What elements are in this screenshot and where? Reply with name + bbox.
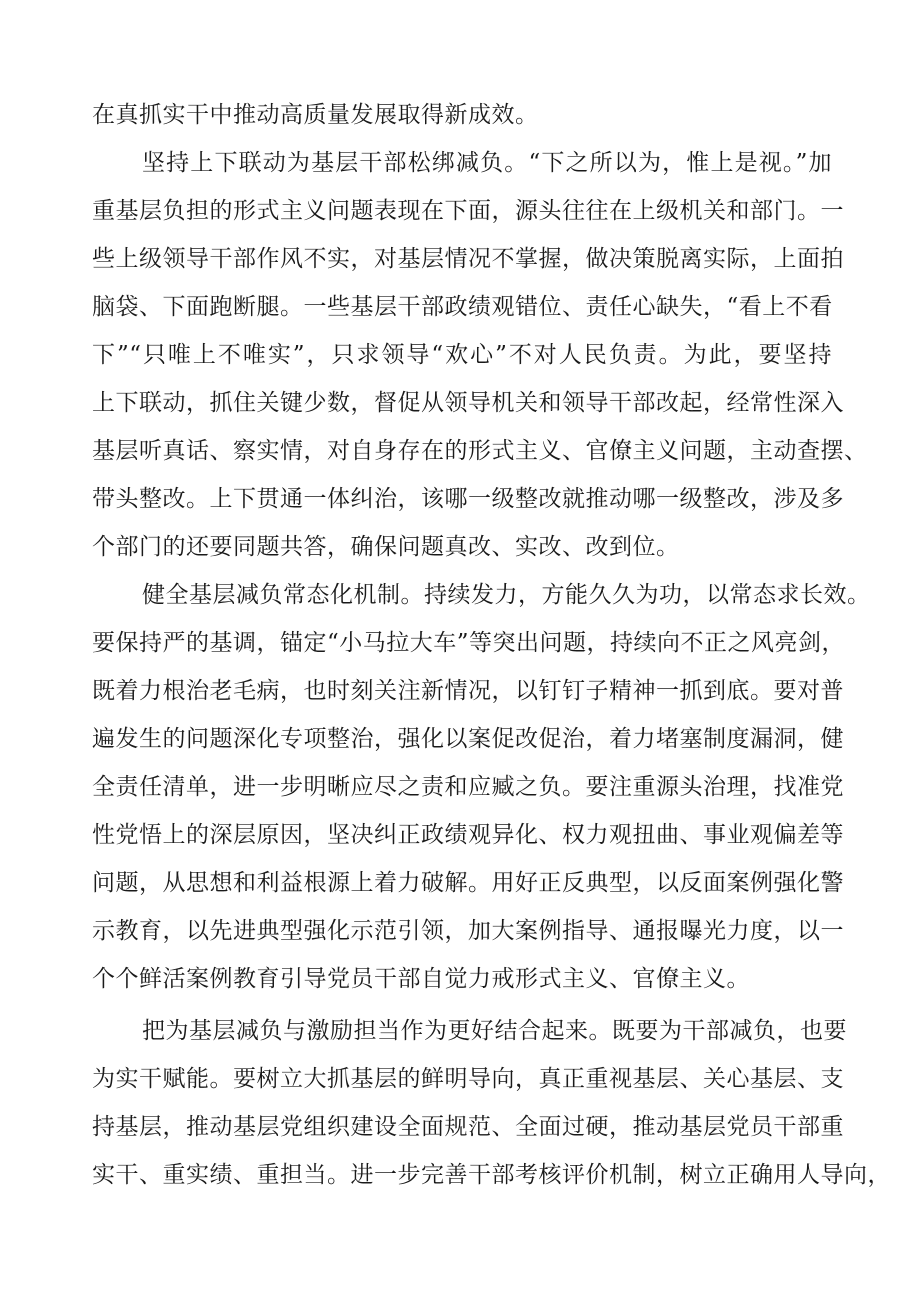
text-line: 全责任清单，进一步明晰应尽之责和应臧之负。要注重源头治理，找准党 bbox=[92, 774, 844, 800]
text-line: 基层听真话、察实情，对自身存在的形式主义、官僚主义问题，主动查摆、 bbox=[92, 438, 868, 464]
text-line: 性党悟上的深层原因，坚决纠正政绩观异化、权力观扭曲、事业观偏差等 bbox=[92, 822, 844, 848]
text-line: 个个鲜活案例教育引导党员干部自觉力戒形式主义、官僚主义。 bbox=[92, 966, 750, 992]
text-line: 要保持严的基调，锚定“小马拉大车”等突出问题，持续向不正之风亮剑， bbox=[92, 630, 846, 656]
text-line: 下”“只唯上不唯实”，只求领导“欢心”不对人民负责。为此，要坚持 bbox=[92, 342, 832, 368]
text-line: 在真抓实干中推动高质量发展取得新成效。 bbox=[92, 102, 539, 128]
text-line: 个部门的还要同题共答，确保问题真改、实改、改到位。 bbox=[92, 534, 680, 560]
text-line: 带头整改。上下贯通一体纠治，该哪一级整改就推动哪一级整改，涉及多 bbox=[92, 486, 844, 512]
text-line: 些上级领导干部作风不实，对基层情况不掌握，做决策脱离实际，上面拍 bbox=[92, 246, 844, 272]
text-line: 实干、重实绩、重担当。进一步完善干部考核评价机制，树立正确用人导向， bbox=[92, 1162, 891, 1188]
text-line: 上下联动，抓住关键少数，督促从领导机关和领导干部改起，经常性深入 bbox=[92, 390, 844, 416]
text-line: 示教育，以先进典型强化示范引领，加大案例指导、通报曝光力度，以一 bbox=[92, 918, 844, 944]
text-line: 问题，从思想和利益根源上着力破解。用好正反典型，以反面案例强化警 bbox=[92, 870, 844, 896]
paragraph-first-line: 坚持上下联动为基层干部松绑减负。“下之所以为，惟上是视。”加 bbox=[142, 150, 832, 176]
paragraph-first-line: 把为基层减负与激励担当作为更好结合起来。既要为干部减负，也要 bbox=[142, 1018, 847, 1044]
text-line: 为实干赋能。要树立大抓基层的鲜明导向，真正重视基层、关心基层、支 bbox=[92, 1066, 844, 1092]
text-line: 持基层，推动基层党组织建设全面规范、全面过硬，推动基层党员干部重 bbox=[92, 1114, 844, 1140]
paragraph-first-line: 健全基层减负常态化机制。持续发力，方能久久为功，以常态求长效。 bbox=[142, 582, 871, 608]
text-line: 既着力根治老毛病，也时刻关注新情况，以钉钉子精神一抓到底。要对普 bbox=[92, 678, 844, 704]
text-line: 重基层负担的形式主义问题表现在下面，源头往往在上级机关和部门。一 bbox=[92, 198, 844, 224]
text-line: 遍发生的问题深化专项整治，强化以案促改促治，着力堵塞制度漏洞，健 bbox=[92, 726, 844, 752]
text-line: 脑袋、下面跑断腿。一些基层干部政绩观错位、责任心缺失，“看上不看 bbox=[92, 294, 833, 320]
